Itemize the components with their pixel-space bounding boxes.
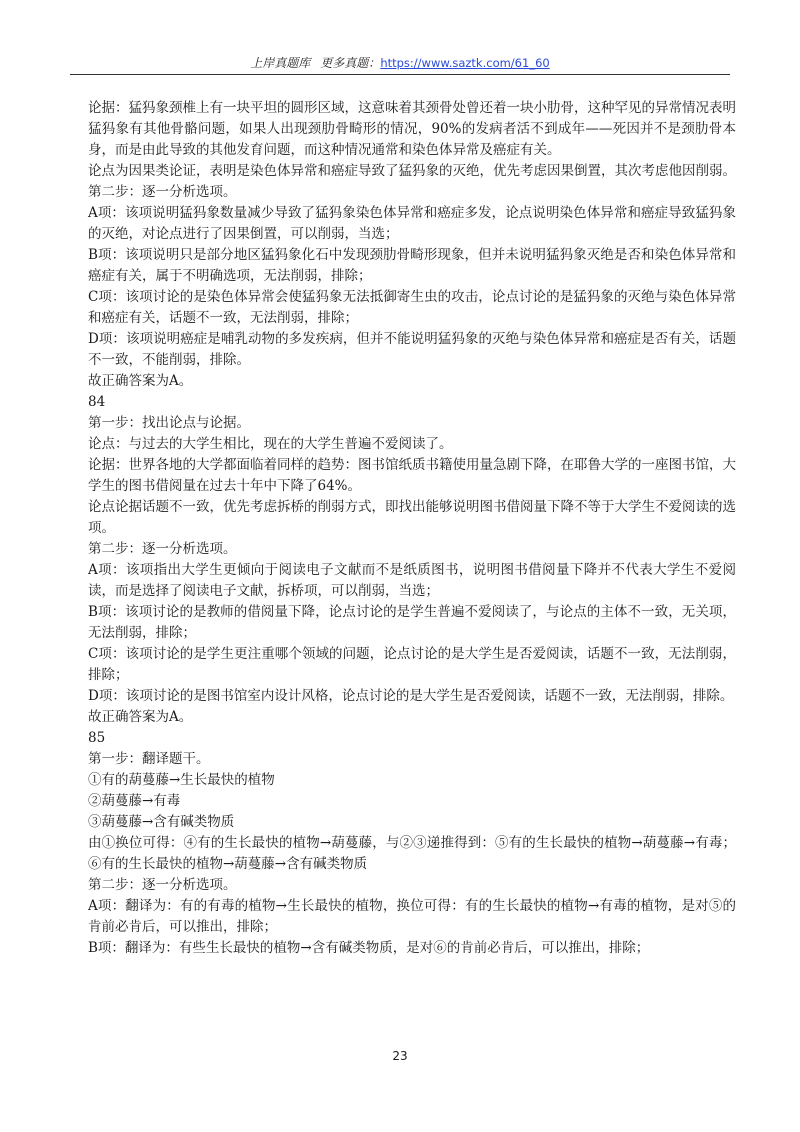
paragraph: A项：翻译为：有的有毒的植物→生长最快的植物，换位可得：有的生长最快的植物→有毒的植物，是对⑤的肯前必肯后，可以推出，排除； (88, 898, 736, 935)
paragraph: 论据：世界各地的大学都面临着同样的趋势：图书馆纸质书籍使用量急剧下降，在耶鲁大学的一座图书馆，大学生的图书借阅量在过去十年中下降了64%。 (88, 457, 736, 494)
answer-line: 故正确答案为A。 (88, 709, 193, 725)
header-link[interactable]: https://www.saztk.com/61_60 (380, 56, 550, 70)
paragraph: 论点：与过去的大学生相比，现在的大学生普遍不爱阅读了。 (88, 436, 453, 452)
paragraph: 论点论据话题不一致，优先考虑拆桥的削弱方式，即找出能够说明图书借阅量下降不等于大学生不爱阅读的选项。 (88, 499, 736, 536)
paragraph: 由①换位可得：④有的生长最快的植物→葫蔓藤，与②③递推得到：⑤有的生长最快的植物→葫蔓藤→有毒；⑥有的生长最快的植物→葫蔓藤→含有碱类物质 (88, 835, 736, 872)
paragraph: B项：该项讨论的是教师的借阅量下降，论点讨论的是学生普遍不爱阅读了，与论点的主体不一致，无关项，无法削弱，排除； (88, 604, 736, 641)
answer-line: 故正确答案为A。 (88, 373, 193, 389)
paragraph: ③葫蔓藤→含有碱类物质 (88, 814, 235, 830)
header-divider (70, 74, 730, 75)
question-number: 85 (88, 730, 106, 746)
paragraph: 第一步：翻译题干。 (88, 751, 210, 767)
paragraph: D项：该项说明癌症是哺乳动物的多发疾病，但并不能说明猛犸象的灭绝与染色体异常和癌症是否有关，话题不一致，不能削弱，排除。 (88, 331, 736, 368)
paragraph: A项：该项指出大学生更倾向于阅读电子文献而不是纸质图书，说明图书借阅量下降并不代表大学生不爱阅读，而是选择了阅读电子文献，拆桥项，可以削弱，当选； (88, 562, 736, 599)
paragraph: 第二步：逐一分析选项。 (88, 184, 237, 200)
paragraph: B项：该项说明只是部分地区猛犸象化石中发现颈肋骨畸形现象，但并未说明猛犸象灭绝是否和染色体异常和癌症有关，属于不明确选项，无法削弱，排除； (88, 247, 736, 284)
question-number: 84 (88, 394, 106, 410)
paragraph: 第二步：逐一分析选项。 (88, 541, 237, 557)
paragraph: ①有的葫蔓藤→生长最快的植物 (88, 772, 275, 788)
paragraph: 第一步：找出论点与论据。 (88, 415, 250, 431)
header-site-name: 上岸真题库 (250, 56, 311, 70)
paragraph: C项：该项讨论的是染色体异常会使猛犸象无法抵御寄生虫的攻击，论点讨论的是猛犸象的灭绝与染色体异常和癌症有关，话题不一致，无法削弱，排除； (88, 289, 736, 326)
header-more-label: 更多真题： (320, 56, 381, 70)
page-header (0, 54, 800, 71)
paragraph: C项：该项讨论的是学生更注重哪个领域的问题，论点讨论的是大学生是否爱阅读，话题不一致，无法削弱，排除； (88, 646, 736, 683)
paragraph: B项：翻译为：有些生长最快的植物→含有碱类物质，是对⑥的肯前必肯后，可以推出，排除； (88, 940, 650, 956)
paragraph: ②葫蔓藤→有毒 (88, 793, 181, 809)
paragraph: D项：该项讨论的是图书馆室内设计风格，论点讨论的是大学生是否爱阅读，话题不一致，无法削弱，排除。 (88, 688, 734, 704)
paragraph: 论据：猛犸象颈椎上有一块平坦的圆形区域，这意味着其颈骨处曾还着一块小肋骨，这种罕见的异常情况表明猛犸象有其他骨骼问题，如果人出现颈肋骨畸形的情况，90%的发病者活不到成年——死因并不是颈肋骨本身，而是由此导致的其他发育问题，而这种情况通常和染色体异常及癌症有关。 (88, 100, 736, 158)
paragraph: 论点为因果类论证，表明是染色体异常和癌症导致了猛犸象的灭绝，优先考虑因果倒置，其次考虑他因削弱。 (88, 163, 736, 179)
paragraph: A项：该项说明猛犸象数量减少导致了猛犸象染色体异常和癌症多发，论点说明染色体异常和癌症导致猛犸象的灭绝，对论点进行了因果倒置，可以削弱，当选； (88, 205, 736, 242)
document-body (88, 98, 736, 959)
page-number: 23 (392, 1049, 408, 1063)
paragraph: 第二步：逐一分析选项。 (88, 877, 237, 893)
